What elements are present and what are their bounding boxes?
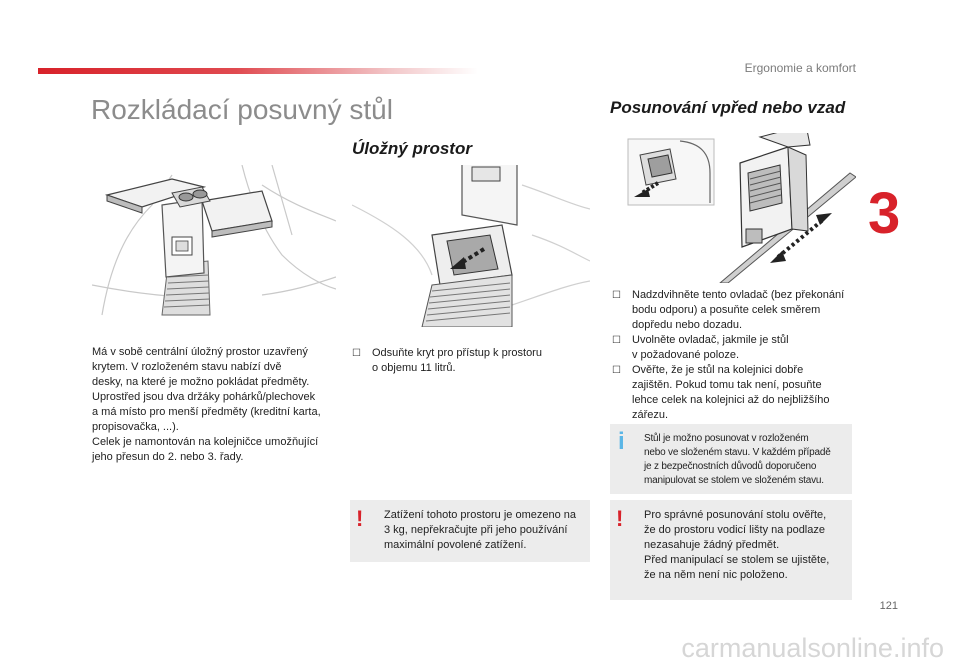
instruction-line: v požadované poloze.: [632, 349, 740, 361]
instruction-line: lehce celek na kolejnici až do nejbližšího: [632, 394, 830, 406]
checkbox-bullet-icon: ☐: [612, 335, 621, 346]
header-accent-bar: [38, 68, 478, 74]
intro-line: a má místo pro menší předměty (kreditní karta,: [92, 406, 321, 418]
instruction-line: Nadzdvihněte tento ovladač (bez překonání: [632, 289, 845, 301]
storage-compartment-illustration: [352, 165, 590, 327]
table-unfolded-illustration: [92, 165, 336, 327]
instruction-item: [612, 288, 856, 333]
intro-paragraph: [92, 345, 337, 465]
sliding-instructions: [612, 288, 856, 423]
instruction-line: Odsuňte kryt pro přístup k prostoru: [372, 347, 542, 359]
watermark: carmanualsonline.info: [681, 633, 944, 663]
warning-line: Zatížení tohoto prostoru je omezeno na: [384, 509, 577, 521]
instruction-line: Ověřte, že je stůl na kolejnici dobře: [632, 364, 804, 376]
intro-line: Celek je namontován na kolejničce umožňující: [92, 436, 319, 448]
warning-line: Před manipulací se stolem se ujistěte,: [644, 554, 830, 566]
intro-line: krytem. V rozloženém stavu nabízí dvě: [92, 361, 282, 373]
info-line: je z bezpečnostních důvodů doporučeno: [644, 461, 817, 472]
warning-line: maximální povolené zatížení.: [384, 539, 527, 551]
instruction-line: dopředu nebo dozadu.: [632, 319, 743, 331]
storage-instructions: [352, 346, 582, 376]
warning-line: 3 kg, nepřekračujte při jeho používání: [384, 524, 568, 536]
sliding-heading: Posunování vpřed nebo vzad: [610, 98, 846, 117]
sliding-warning-note: [610, 500, 852, 600]
intro-line: propisovačka, ...).: [92, 421, 179, 433]
chapter-number: 3: [868, 181, 901, 246]
storage-warning-note: [350, 500, 590, 562]
instruction-line: zajištěn. Pokud tomu tak není, posuňte: [632, 379, 822, 391]
checkbox-bullet-icon: ☐: [352, 348, 361, 359]
instruction-item: [352, 346, 582, 376]
intro-line: jeho přesun do 2. nebo 3. řady.: [92, 451, 244, 463]
intro-line: desky, na které je možno pokládat předměty.: [92, 376, 310, 388]
section-title: Ergonomie a komfort: [744, 61, 856, 75]
checkbox-bullet-icon: ☐: [612, 290, 621, 301]
instruction-line: o objemu 11 litrů.: [372, 362, 456, 374]
warning-line: nezasahuje žádný předmět.: [644, 539, 780, 551]
info-line: nebo ve složeném stavu. V každém případě: [644, 447, 831, 458]
info-line: Stůl je možno posunovat v rozloženém: [644, 433, 809, 444]
info-line: manipulovat se stolem ve složeném stavu.: [644, 475, 824, 486]
warning-line: že na něm není nic položeno.: [644, 569, 788, 581]
instruction-item: [612, 363, 856, 423]
instruction-line: Uvolněte ovladač, jakmile je stůl: [632, 334, 789, 346]
instruction-line: bodu odporu) a posuňte celek směrem: [632, 304, 821, 316]
sliding-table-illustration: [610, 133, 856, 283]
instruction-line: zářezu.: [632, 409, 669, 421]
storage-heading: Úložný prostor: [352, 139, 472, 158]
checkbox-bullet-icon: ☐: [612, 365, 621, 376]
warning-icon: !: [356, 506, 364, 531]
page-number: 121: [879, 600, 898, 612]
info-icon: i: [618, 428, 625, 455]
warning-icon: !: [616, 506, 624, 531]
intro-line: Má v sobě centrální úložný prostor uzavřený: [92, 346, 308, 358]
info-note: [610, 424, 852, 494]
instruction-item: [612, 333, 856, 363]
intro-line: Uprostřed jsou dva držáky pohárků/plechovek: [92, 391, 316, 403]
page-title: Rozkládací posuvný stůl: [91, 94, 393, 125]
warning-line: Pro správné posunování stolu ověřte,: [644, 509, 827, 521]
warning-line: že do prostoru vodicí lišty na podlaze: [644, 524, 825, 536]
